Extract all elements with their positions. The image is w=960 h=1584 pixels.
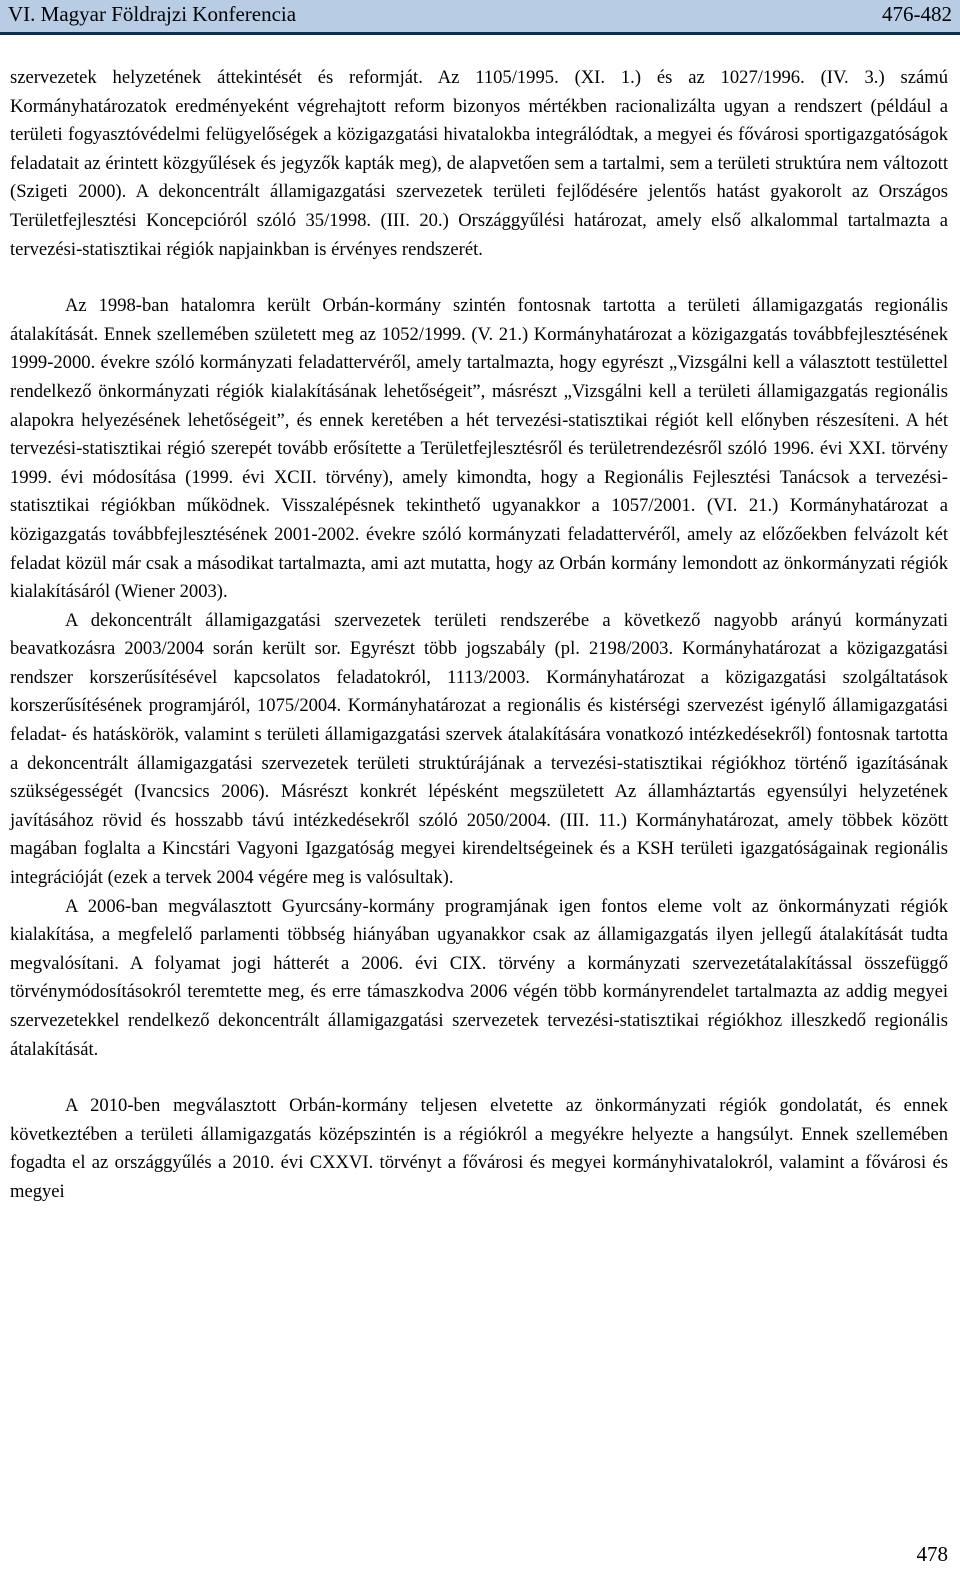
page-range: 476-482 — [882, 2, 952, 26]
paragraph-4: A 2006-ban megválasztott Gyurcsány-kormány programjának igen fontos eleme volt az önkormányzati régiók kialakítása, a megfelelő parlamenti többség hiányában ugyanakkor csak az államigazgatás ilyen jellegű átalakítását tudta megvalósítani. A folyamat jogi hátterét a 2006. évi CIX. törvény a kormányzati szervezetátalakítással összefüggő törvénymódosításokról teremtette meg, és erre támaszkodva 2006 végén több kormányrendelet tartalmazta az addig megyei szervezetekkel rendelkező dekoncentrált államigazgatási szervezetek tervezési-statisztikai régiókhoz illeszkedő regionális átalakítását. — [10, 895, 948, 1060]
paragraph-3: A dekoncentrált államigazgatási szervezetek területi rendszerébe a következő nagyobb arányú kormányzati beavatkozásra 2003/2004 során került sor. Egyrészt több jogszabály (pl. 2198/2003. Kormányhatározat a közigazgatási rendszer korszerűsítésével kapcsolatos feladatokról, 1113/2003. Kormányhatározat a közigazgatási szolgáltatások korszerűsítésének programjáról, 1075/2004. Kormányhatározat a regionális és kistérségi szervezést igénylő államigazgatási feladat- és hatáskörök, valamint s területi államigazgatási szervek átalakítására vonatkozó intézkedésekről) fontosnak tartotta a dekoncentrált államigazgatási szervezetek területi struktúrájának a tervezési-statisztikai régiókhoz történő igazításának szükségességét (Ivancsics 2006). Másrészt konkrét lépésként megszületett Az államháztartás egyensúlyi helyzetének javításához rövid és hosszabb távú intézkedésekről szóló 2050/2004. (III. 11.) Kormányhatározat, amely többek között magában foglalta a Kincstári Vagyoni Igazgatóság megyei kirendeltségeinek és a KSH területi igazgatóságainak regionális integrációját (ezek a tervek 2004 végére meg is valósultak). — [10, 609, 948, 889]
header-divider — [0, 32, 960, 35]
paragraph-1: szervezetek helyzetének áttekintését és reformját. Az 1105/1995. (XI. 1.) és az 1027/1996. (IV. 3.) számú Kormányhatározatok eredményeként végrehajtott reform bizonyos mértékben racionalizálta ugyan a rendszert (például a területi fogyasztóvédelmi felügyelőségek a közigazgatási hivatalokba integrálódtak, a megyei és fővárosi sportigazgatóságok feladatait az érintett közgyűlések és jegyzők kapták meg), de alapvetően sem a tartalmi, sem a területi struktúra nem változott (Szigeti 2000). A dekoncentrált államigazgatási szervezetek területi fejlődésére jelentős hatást gyakorolt az Országos Területfejlesztési Koncepcióról szóló 35/1998. (III. 20.) Országgyűlési határozat, amely első alkalommal tartalmazta a tervezési-statisztikai régiók napjainkban is érvényes rendszerét. — [10, 67, 948, 260]
running-header — [0, 0, 960, 32]
article-body — [10, 64, 948, 1207]
page-number: 478 — [916, 1542, 948, 1566]
paragraph-2: Az 1998-ban hatalomra került Orbán-kormány szintén fontosnak tartotta a területi államigazgatás regionális átalakítását. Ennek szellemében született meg az 1052/1999. (V. 21.) Kormányhatározat a közigazgatás továbbfejlesztésének 1999-2000. évekre szóló kormányzati feladattervéről, amely tartalmazta, hogy egyrészt „Vizsgálni kell a választott testülettel rendelkező önkormányzati régiók kialakításának lehetőségeit”, másrészt „Vizsgálni kell a területi államigazgatás regionális alapokra helyezésének lehetőségeit”, és ennek keretében a hét tervezési-statisztikai régiót kell előnyben részesíteni. A hét tervezési-statisztikai régió szerepét tovább erősítette a Területfejlesztésről és területrendezésről szóló 1996. évi XXI. törvény 1999. évi módosítása (1999. évi XCII. törvény), amely kimondta, hogy a Regionális Fejlesztési Tanácsok a tervezési-statisztikai régiókban működnek. Visszalépésnek tekinthető ugyanakkor a 1057/2001. (VI. 21.) Kormányhatározat a közigazgatás továbbfejlesztésének 2001-2002. évekre szóló kormányzati feladattervéről, amely az előzőekben felvázolt két feladat közül már csak a másodikat tartalmazta, ami azt mutatta, hogy az Orbán kormány lemondott az önkormányzati régiók kialakításáról (Wiener 2003). — [10, 295, 948, 603]
conference-title: VI. Magyar Földrajzi Konferencia — [8, 2, 297, 26]
paragraph-5: A 2010-ben megválasztott Orbán-kormány teljesen elvetette az önkormányzati régiók gondolatát, és ennek következtében a területi államigazgatás középszintén is a régiókról a megyékre helyezte a hangsúlyt. Ennek szellemében fogadta el az országgyűlés a 2010. évi CXXVI. törvényt a fővárosi és megyei kormányhivatalokról, valamint a fővárosi és megyei — [10, 1095, 948, 1202]
